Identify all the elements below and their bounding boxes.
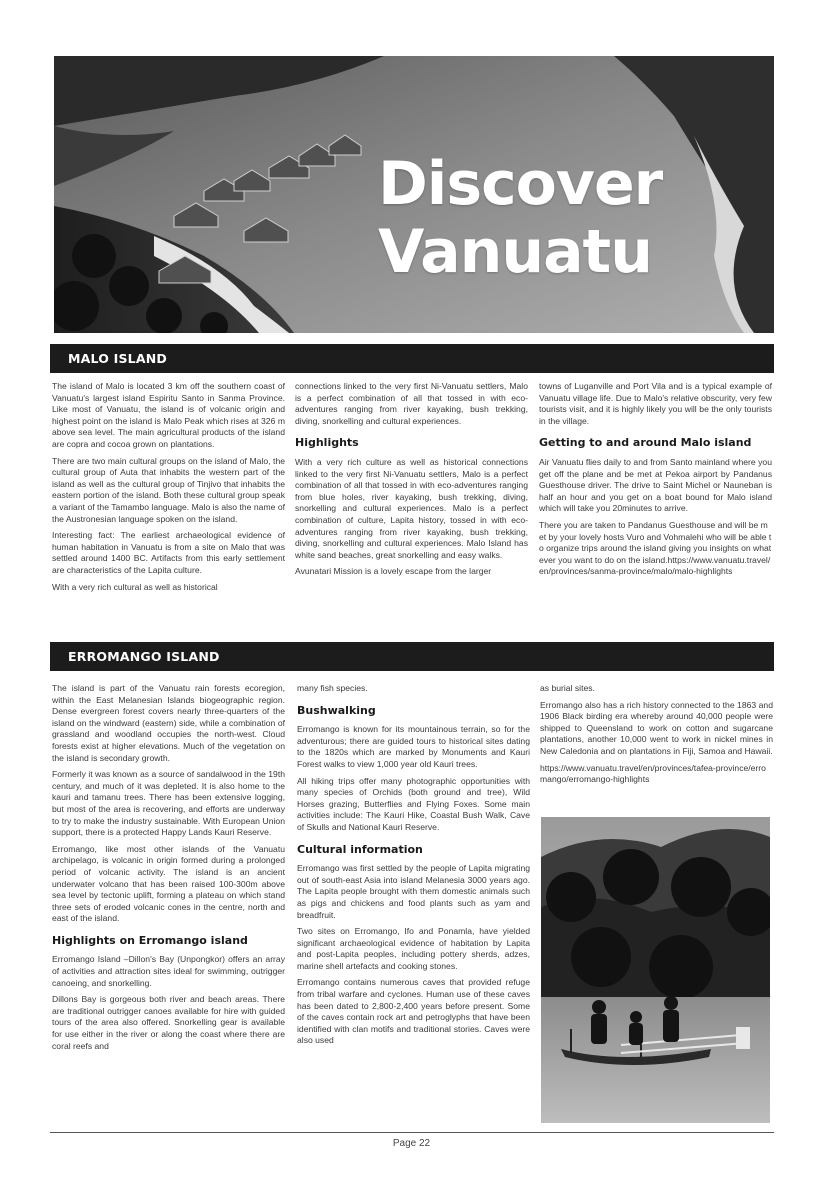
paragraph: as burial sites. — [540, 683, 595, 693]
paragraph: With a very rich cultural as well as historical — [52, 581, 218, 592]
hero-image — [54, 56, 774, 333]
paragraph: Erromango Island –Dillon's Bay (Unpongkor) offers an array of activities and attraction sites ideal for swimming, outrigger canoeing, and snorkelling. — [52, 954, 285, 988]
paragraph: Two sites on Erromango, Ifo and Ponamla, have yielded significant archaeological evidence of habitation by Lapita and post-Lapita peoples, including pottery sherds, adzes, marine shell artefacts and cooking stones. — [297, 926, 530, 971]
title-line-2: Vanuatu — [378, 217, 652, 287]
paragraph: The island is part of the Vanuatu rain forests ecoregion, within the East Melanesian Islands biogeographic region. Dense evergreen forest covers nearly three-quarters of the island on the windward (eastern) side, while a combination of grassland and woodland occupies the north-west. Cloud forests exist at higher elevations. Much of the vegetation on the island is secondary growth. — [52, 683, 285, 763]
paragraph: Formerly it was known as a source of sandalwood in the 19th century, and much of it was depleted. It is also home to the kauri and tamanu trees. There has been extensive logging, but most of the area is recovering, and efforts are underway to try to make the industry sustainable. With European Union support, there is a protected Happy Lands Kauri Reserve. — [52, 769, 285, 838]
erromango-column-2 — [297, 683, 530, 1052]
erromango-column-3 — [540, 683, 773, 791]
paragraph: All hiking trips offer many photographic opportunities with many species of Orchids (both ground and tree), Wild Horses grazing, Butterflies and Flying Foxes. Some main activities include: The Kauri Hike, Coastal Bush Walk, Cave of Skulls and National Kauri Reserve. — [297, 775, 530, 832]
paragraph: Interesting fact: The earliest archaeological evidence of human habitation in Vanuatu is from a site on Malo that was settled around 1400 BC. Artifacts from this early settlement are characteristics of the Lapita culture. — [52, 530, 285, 575]
title-line-1: Discover — [378, 149, 663, 219]
malo-column-3 — [539, 381, 772, 583]
page-number: Page 22 — [392, 1138, 431, 1149]
paragraph: Erromango also has a rich history connected to the 1863 and 1906 Black birding era whereby around 40,000 people were shipped to Queensland to work on cotton and sugarcane plantations, another 10,000 went to work in nickel mines in New Caledonia and on plantations in Fiji, Samoa and Hawaii. — [540, 699, 773, 756]
paragraph: Dillons Bay is gorgeous both river and beach areas. There are traditional outrigger canoes available for hire with guided tours of the area also offered. Snorkelling gear is available for use either in the river or along the coast where there are coral reefs and — [52, 994, 285, 1051]
subheading-cultural-information: Cultural information — [297, 842, 423, 856]
paragraph: The island of Malo is located 3 km off the southern coast of Vanuatu's largest island Espiritu Santo in Sanma Province. Like most of Vanuatu, the island is of volcanic origin and highest point on the island is Malo Peak which rises at 326 m above sea level. The main agricultural products of the island are copra and cocoa grown on plantations. — [52, 381, 285, 449]
paragraph: many fish species. — [297, 683, 368, 693]
subheading-bushwalking: Bushwalking — [297, 703, 376, 717]
malo-column-1 — [52, 381, 285, 598]
section-heading-erromango: ERROMANGO ISLAND — [50, 642, 774, 671]
outrigger-canoe-image — [541, 817, 770, 1123]
paragraph: Avunatari Mission is a lovely escape from the larger — [295, 566, 492, 577]
paragraph: Erromango is known for its mountainous terrain, so for the adventurous; there are guided tours to historical sites dating to the 1820s which are marked by Monuments and Kauri Forest walks to view 1,000 year old Kauri trees. — [297, 724, 530, 769]
section-heading-malo: MALO ISLAND — [50, 344, 774, 373]
outrigger-canoe-photo — [541, 817, 770, 1123]
paragraph: towns of Luganville and Port Vila and is a typical example of Vanuatu village life. Due to Malo's relative obscurity, very few tourists visit, and it is highly likely you will be the only tourists in the village. — [539, 381, 772, 426]
subheading-highlights: Highlights — [295, 436, 359, 450]
paragraph: connections linked to the very first Ni-Vanuatu settlers, Malo is a perfect combination of all that tossed in with eco-adventures ranging from river kayaking, bush trekking, diving, snorkelling and cultural experiences. — [295, 381, 528, 426]
subheading-getting-around: Getting to and around Malo island — [539, 436, 752, 450]
paragraph: With a very rich culture as well as historical connections linked to the very first Ni-Vanuatu settlers, Malo is a perfect combination of all that tossed in with eco-adventures ranging from blue holes, river kayaking, bush trekking, diving, snorkelling and cultural experiences. Malo is a perfect combination of culture, Lapita history, tossed in with eco-adventures ranging from river kayaking, bush trekking, diving, snorkelling and cultural experiences. Malo Island has white sand beaches, great snorkelling and easy walks. — [295, 456, 528, 560]
paragraph: Erromango was first settled by the people of Lapita migrating out of south-east Asia into island Melanesia 3000 years ago. The Lapita people brought with them domestic animals such as pigs and chickens and food plants such as yam and breadfruit. — [297, 863, 530, 920]
footer-divider — [50, 1132, 774, 1133]
paragraph: Erromango contains numerous caves that provided refuge from tribal warfare and cyclones. Human use of these caves has been dated to 2,800-2,400 years before present. Some of the caves contain rock art and petroglyphs that have been identified with clan motifs and traditional stories. Caves were also used — [297, 977, 530, 1046]
erromango-column-1 — [52, 683, 285, 1057]
malo-column-2 — [295, 381, 528, 583]
source-url: https://www.vanuatu.travel/en/provinces/tafea-province/erromango/erromango-highlights — [540, 762, 766, 785]
paragraph: There are two main cultural groups on the island of Malo, the cultural group of Auta that inhabits the western part of the island as well as the cultural group of Tinjivo that inhabits the eastern portion of the island. Both these cultural group speak a variant of the Tamambo language. Malo is also the name of the Austronesian language spoken on the island. — [52, 455, 285, 524]
subheading-highlights-erromango: Highlights on Erromango island — [52, 933, 248, 947]
paragraph: There you are taken to Pandanus Guesthouse and will be met by your lovely hosts Vuro and Vohmalehi who will be able to organize trips around the island giving you insights on whatever you want to do on the island.https://www.vanuatu.travel/en/provinces/sanma-province/malo/malo-highlights — [539, 519, 772, 577]
paragraph: Erromango, like most other islands of the Vanuatu archipelago, is volcanic in origin formed during a prolonged period of volcanic activity. The island is an ancient underwater volcano that has been raised 100-300m above sea level by tectonic uplift, forming a plateau on which stand three sets of eroded volcanic cones in the centre, north and east of the island. — [52, 843, 285, 924]
page-title — [378, 150, 662, 286]
paragraph: Air Vanuatu flies daily to and from Santo mainland where you get off the plane and be met at Pekoa airport by Pandanus Guesthouse driver. The drive to Saint Michel or Nauneban is half an hour and you get on a boat bound for Malo island which will take you 20minutes to arrive. — [539, 456, 772, 514]
